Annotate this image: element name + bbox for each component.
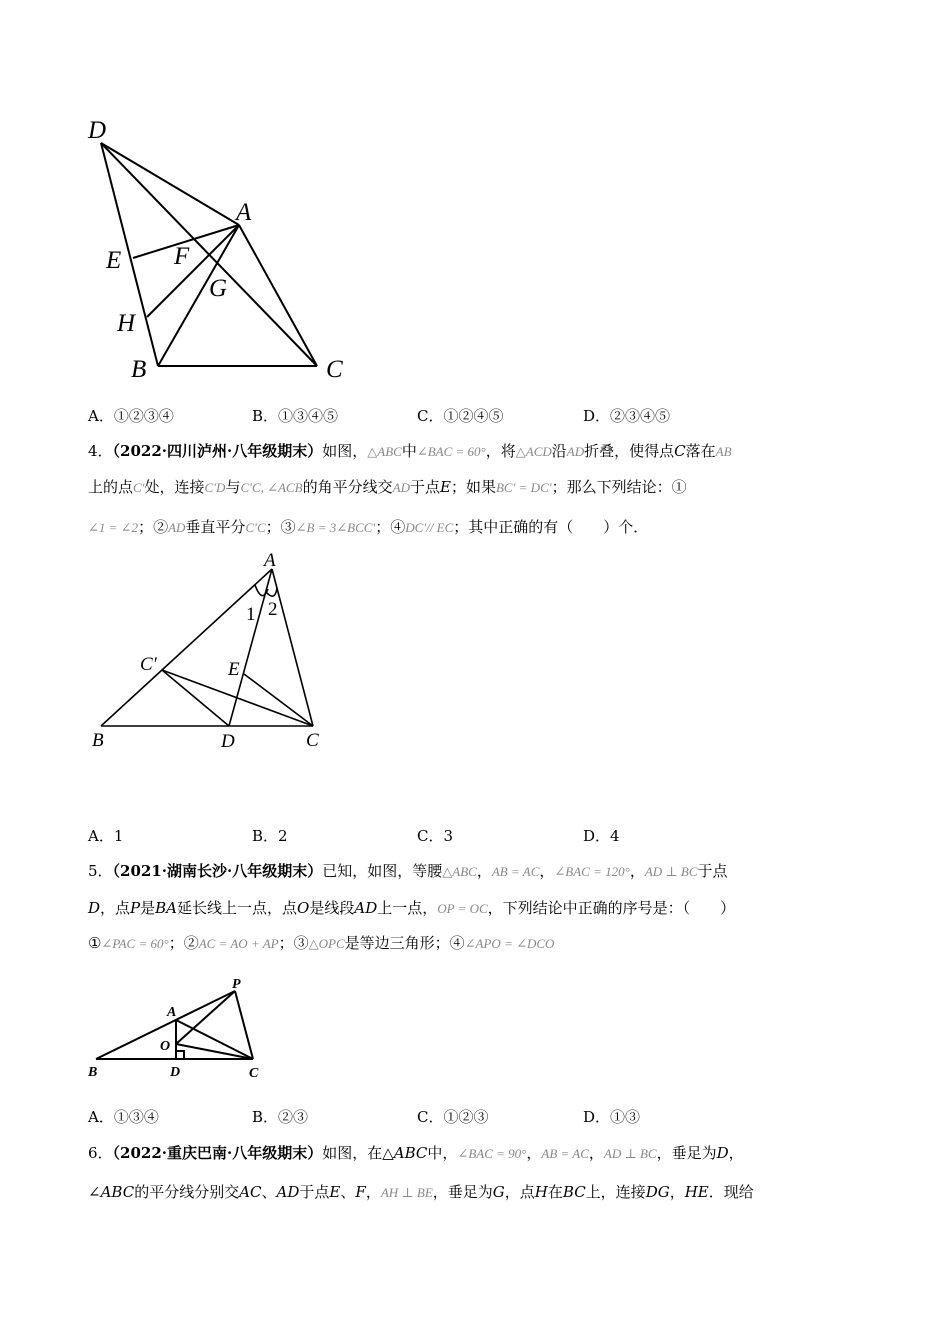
seg-HA (147, 225, 239, 317)
math-expr: ∠1 = ∠2 (88, 520, 139, 535)
q4-text: 与 (225, 478, 241, 496)
q4-text: 沿 (551, 442, 567, 460)
q6-text: 中， (427, 1144, 458, 1162)
right-angle-mark (176, 1051, 184, 1059)
q3-option-a[interactable]: A．①②③④ (88, 407, 174, 425)
math-expr: C′C (245, 520, 266, 535)
math-expr: AB = AC (541, 1146, 589, 1161)
label-C: C (249, 1066, 259, 1081)
label-2: 2 (268, 599, 278, 620)
q4-text: 的角平分线交 (302, 478, 393, 496)
q4-text: 落在 (685, 442, 716, 460)
math-expr: C′ (133, 480, 145, 495)
q4-text: ；② (138, 518, 169, 536)
q4-text: 如图， (322, 442, 368, 460)
q6-text: ， (728, 1144, 744, 1162)
q4-text: 处，连接 (144, 478, 205, 496)
q6-number: 6． (88, 1144, 113, 1162)
math-var: D (716, 1144, 729, 1162)
q4-text: ；其中正确的有（ ）个． (453, 518, 649, 536)
label-P: P (232, 977, 241, 992)
q4-line-3 (88, 517, 648, 538)
q5-text: 是线段 (309, 899, 355, 917)
seg-CpD (162, 670, 229, 726)
q6-source: （2022·重庆巴南·八年级期末） (112, 1144, 323, 1162)
q6-text: ， (588, 1144, 604, 1162)
q6-text: 于点 (299, 1183, 330, 1201)
math-expr: OP = OC (437, 901, 488, 916)
math-expr: AC = AO + AP (198, 936, 279, 951)
q6-text: 的平分线分别交 (134, 1183, 240, 1201)
label-E: E (106, 247, 122, 274)
math-expr: AD (392, 480, 410, 495)
q6-text: 如图，在△ (322, 1144, 394, 1162)
label-C: C (306, 730, 319, 751)
q3-option-b[interactable]: B．①③④⑤ (252, 407, 339, 425)
math-var: HE (684, 1183, 709, 1201)
q6-text: 、 (261, 1183, 277, 1201)
math-var: ABC (393, 1144, 428, 1162)
math-expr: AB (715, 444, 732, 459)
seg-CpC (162, 670, 313, 726)
math-var: E (439, 478, 451, 496)
q5-option-c[interactable]: C．①②③ (417, 1108, 489, 1126)
q4-text: 中 (401, 442, 417, 460)
math-expr: △ABC (367, 444, 402, 459)
q5-line-3 (88, 933, 554, 954)
math-expr: AH ⊥ BE (380, 1185, 433, 1200)
q5-text: 延长线上一点，点 (177, 899, 298, 917)
seg-AD (229, 569, 272, 726)
q6-text: ，垂足为 (432, 1183, 493, 1201)
math-expr: △ABC (442, 864, 477, 879)
math-var: AD (276, 1183, 300, 1201)
angle-arc-1 (255, 585, 268, 596)
q6-text: ， (669, 1183, 685, 1201)
seg-BP (96, 991, 235, 1059)
q5-option-b[interactable]: B．②③ (252, 1108, 309, 1126)
label-B: B (88, 1065, 98, 1080)
seg-DA (101, 143, 239, 225)
math-expr: AD (168, 520, 186, 535)
q5-text: 于点 (697, 862, 728, 880)
label-H: H (117, 310, 136, 337)
angle-arc-2 (266, 588, 277, 596)
math-expr: △ACD (515, 444, 552, 459)
q6-text: 、 (340, 1183, 356, 1201)
q4-line-2 (88, 477, 687, 498)
q5-source: （2021·湖南长沙·八年级期末） (112, 862, 323, 880)
q6-text: ．现给 (708, 1183, 754, 1201)
label-C: C (326, 356, 343, 383)
q6-text: ， (365, 1183, 381, 1201)
q4-text: 上的点 (88, 478, 134, 496)
q4-text: ；那么下列结论：① (551, 478, 687, 496)
label-D: D (170, 1065, 181, 1080)
q6-text: 在 (547, 1183, 563, 1201)
math-expr: ∠BAC = 60° (416, 444, 486, 459)
math-var: O (297, 899, 310, 917)
math-expr: AD (566, 444, 585, 459)
math-var: D (88, 899, 101, 917)
math-var: F (355, 1183, 366, 1201)
q5-text: ，点 (100, 899, 131, 917)
q4-number: 4． (88, 442, 113, 460)
math-var: G (492, 1183, 505, 1201)
math-expr: BC′ = DC′ (495, 480, 552, 495)
q5-text: ， (629, 862, 645, 880)
q6-text: ，点 (504, 1183, 535, 1201)
q4-text: 折叠，使得点 (584, 442, 675, 460)
q5-text: ① (88, 934, 102, 952)
q4-text: 垂直平分 (185, 518, 246, 536)
math-var: BC (562, 1183, 586, 1201)
q6-line-1 (88, 1143, 744, 1164)
seg-EA (133, 225, 239, 258)
q6-text: ∠ (88, 1183, 101, 1201)
q5-text: ；② (168, 934, 199, 952)
q5-text: ；③ (278, 934, 309, 952)
label-E: E (228, 659, 240, 680)
math-expr: AD ⊥ BC (644, 864, 698, 879)
label-O: O (160, 1039, 171, 1054)
q4-text: 于点 (409, 478, 440, 496)
q6-text: ， (526, 1144, 542, 1162)
seg-EC (244, 674, 313, 726)
math-expr: C′C, ∠ACB (240, 480, 303, 495)
math-expr: ∠B = 3∠BCC′ (295, 520, 376, 535)
math-expr: DC′// EC (405, 520, 454, 535)
q5-text: ， (539, 862, 555, 880)
q4-source: （2022·四川泸州·八年级期末） (112, 442, 323, 460)
label-B: B (92, 730, 104, 751)
math-var: AD (354, 899, 378, 917)
label-G: G (209, 275, 228, 302)
math-expr: ∠PAC = 60° (101, 936, 169, 951)
q6-text: 上，连接 (585, 1183, 646, 1201)
q5-line-1 (88, 861, 728, 882)
math-expr: AD ⊥ BC (603, 1146, 657, 1161)
math-var: DG (645, 1183, 670, 1201)
math-expr: ∠BAC = 120° (554, 864, 630, 879)
q6-line-2 (88, 1182, 754, 1203)
label-A: A (264, 550, 276, 571)
seg-OP (176, 991, 235, 1044)
q4-text: ；④ (375, 518, 406, 536)
q4-line-1 (88, 441, 732, 462)
q6-text: ，垂足为 (656, 1144, 717, 1162)
q5-option-a[interactable]: A．①③④ (88, 1108, 159, 1126)
math-expr: C′D (204, 480, 226, 495)
seg-DB (101, 143, 158, 366)
q4-option-b[interactable]: B．2 (252, 827, 288, 845)
q3-option-d[interactable]: D．②③④⑤ (583, 407, 671, 425)
q5-line-2 (88, 898, 735, 919)
math-expr: ∠BAC = 90° (457, 1146, 527, 1161)
q4-text: ；如果 (450, 478, 496, 496)
q5-text: ， (476, 862, 492, 880)
seg-PC (235, 991, 253, 1059)
label-D: D (88, 117, 107, 144)
label-F: F (174, 243, 190, 270)
seg-DC (101, 143, 317, 366)
label-B: B (131, 356, 147, 383)
seg-AC (176, 1020, 253, 1059)
math-var: ABC (100, 1183, 135, 1201)
label-A: A (236, 199, 252, 226)
label-D: D (221, 731, 235, 752)
q5-option-d[interactable]: D．①③ (583, 1108, 641, 1126)
q5-text: ，下列结论中正确的序号是：（ ） (487, 899, 736, 917)
q5-text: 是 (140, 899, 156, 917)
math-var: E (329, 1183, 341, 1201)
seg-AB (158, 225, 239, 366)
label-Cp: C′ (140, 654, 157, 675)
q4-option-a[interactable]: A．1 (88, 827, 124, 845)
seg-OC (176, 1044, 253, 1059)
math-var: C (674, 442, 686, 460)
label-A: A (167, 1005, 177, 1020)
label-1: 1 (246, 604, 256, 625)
math-var: P (130, 899, 141, 917)
q4-text: ；③ (265, 518, 296, 536)
q3-option-c[interactable]: C．①②④⑤ (417, 407, 504, 425)
q4-text: ，将 (485, 442, 516, 460)
q5-text: 上一点， (377, 899, 438, 917)
seg-AC (272, 569, 313, 726)
math-var: AC (239, 1183, 262, 1201)
math-expr: AB = AC (491, 864, 540, 879)
seg-AB (101, 569, 272, 726)
q5-text: 已知，如图，等腰 (322, 862, 443, 880)
math-expr: △OPC (308, 936, 345, 951)
math-var: H (534, 1183, 548, 1201)
q5-number: 5． (88, 862, 113, 880)
q4-option-c[interactable]: C．3 (417, 827, 454, 845)
q4-option-d[interactable]: D．4 (583, 827, 620, 845)
math-expr: ∠APO = ∠DCO (464, 936, 555, 951)
math-var: BA (155, 899, 178, 917)
seg-AC (239, 225, 317, 366)
q5-text: 是等边三角形；④ (344, 934, 465, 952)
